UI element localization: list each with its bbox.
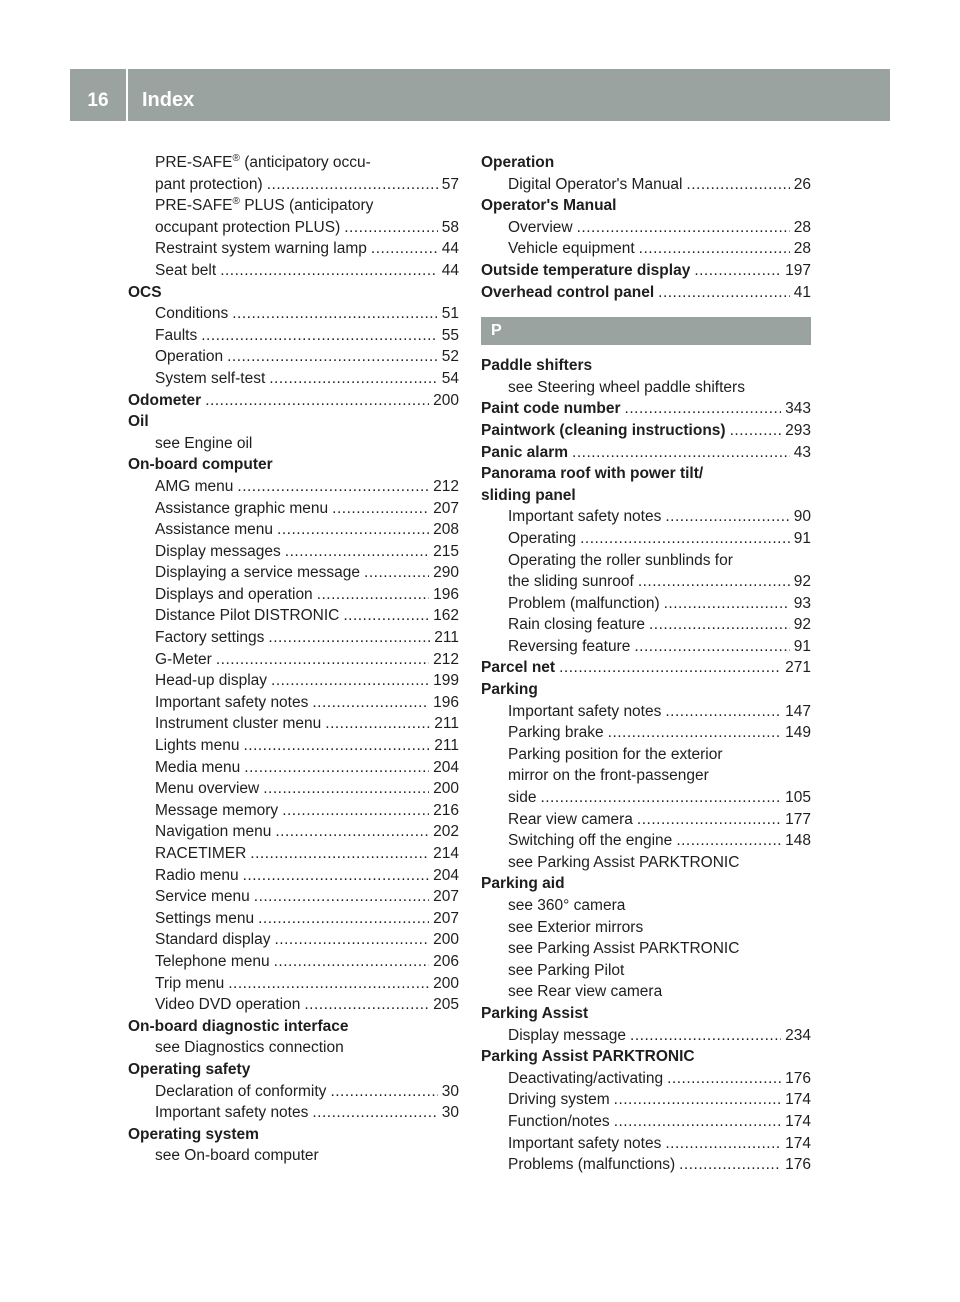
- index-subentry: PRE-SAFE® PLUS (anticipatory: [155, 196, 374, 215]
- page-ref: 211: [434, 715, 459, 733]
- index-subentry[interactable]: Standard display ..... 200: [128, 929, 459, 951]
- page-ref: 200: [433, 974, 459, 992]
- see-reference[interactable]: see Exterior mirrors: [508, 918, 644, 936]
- index-subentry[interactable]: Vehicle equipment ..... 28: [481, 238, 811, 260]
- page-ref: 204: [433, 758, 459, 776]
- index-subentry[interactable]: Declaration of conformity ..... 30: [128, 1081, 459, 1103]
- index-subentry[interactable]: Conditions ..... 51: [128, 303, 459, 325]
- index-subentry[interactable]: Restraint system warning lamp ..... 44: [128, 238, 459, 260]
- page-title: Index: [142, 89, 195, 111]
- see-reference[interactable]: see On-board computer: [155, 1147, 319, 1165]
- index-heading: sliding panel: [481, 486, 576, 504]
- index-subentry[interactable]: Display messages ..... 215: [128, 541, 459, 563]
- see-reference[interactable]: see Parking Pilot: [508, 961, 625, 979]
- index-subentry[interactable]: Parking brake ..... 149: [481, 722, 811, 744]
- index-subentry[interactable]: Lights menu ..... 211: [128, 735, 459, 757]
- page-ref: 196: [433, 585, 459, 603]
- page-ref: 200: [433, 931, 459, 949]
- index-subentry[interactable]: Video DVD operation ..... 205: [128, 994, 459, 1016]
- see-reference[interactable]: see Steering wheel paddle shifters: [508, 378, 745, 396]
- page-ref: 207: [433, 499, 459, 517]
- index-subentry: Operating the roller sunblinds for: [508, 551, 733, 569]
- index-heading: On-board computer: [128, 456, 273, 474]
- page-ref: 204: [433, 866, 459, 884]
- index-heading: Operation: [481, 154, 555, 171]
- see-reference[interactable]: see Rear view camera: [508, 983, 663, 1001]
- page-ref: 212: [433, 650, 459, 668]
- page-ref: 211: [434, 737, 459, 755]
- index-subentry[interactable]: Telephone menu ..... 206: [128, 951, 459, 973]
- index-entry[interactable]: Overhead control panel ..... 41: [481, 282, 811, 304]
- index-heading: Parking Assist PARKTRONIC: [481, 1048, 695, 1066]
- index-subentry: PRE-SAFE® (anticipatory occu-: [155, 152, 371, 171]
- page-number: 16: [87, 90, 109, 111]
- index-subentry[interactable]: Operation ..... 52: [128, 346, 459, 368]
- index-subentry[interactable]: Radio menu ..... 204: [128, 865, 459, 887]
- page-ref: 208: [433, 521, 459, 539]
- index-subentry[interactable]: Settings menu ..... 207: [128, 908, 459, 930]
- index-subentry[interactable]: pant protection) ..... 57: [128, 174, 459, 196]
- index-column-right: [481, 152, 811, 1176]
- index-column-left: [128, 152, 459, 1167]
- index-subentry[interactable]: Driving system ..... 174: [481, 1089, 811, 1111]
- index-subentry[interactable]: Switching off the engine ..... 148: [481, 830, 811, 852]
- index-subentry[interactable]: Navigation menu ..... 202: [128, 821, 459, 843]
- index-subentry[interactable]: System self-test ..... 54: [128, 368, 459, 390]
- see-reference[interactable]: see Parking Assist PARKTRONIC: [508, 853, 740, 871]
- index-subentry[interactable]: Deactivating/activating ..... 176: [481, 1068, 811, 1090]
- index-entry[interactable]: Paint code number ..... 343: [481, 398, 811, 420]
- index-heading: Operator's Manual: [481, 197, 617, 215]
- page-ref: 211: [434, 629, 459, 647]
- section-letter-p: P: [481, 317, 811, 345]
- index-heading: Oil: [128, 413, 149, 431]
- index-subentry[interactable]: Distance Pilot DISTRONIC ..... 162: [128, 605, 459, 627]
- index-subentry[interactable]: Faults ..... 55: [128, 325, 459, 347]
- see-reference[interactable]: see Parking Assist PARKTRONIC: [508, 940, 740, 958]
- index-subentry[interactable]: occupant protection PLUS) ..... 58: [128, 217, 459, 239]
- index-subentry[interactable]: Displays and operation ..... 196: [128, 584, 459, 606]
- index-subentry[interactable]: Service menu ..... 207: [128, 886, 459, 908]
- index-subentry[interactable]: Important safety notes ..... 196: [128, 692, 459, 714]
- index-subentry[interactable]: Important safety notes ..... 90: [481, 506, 811, 528]
- page-ref: 162: [433, 607, 459, 625]
- index-subentry[interactable]: Reversing feature ..... 91: [481, 636, 811, 658]
- index-subentry[interactable]: Overview ..... 28: [481, 217, 811, 239]
- index-subentry[interactable]: Assistance graphic menu ..... 207: [128, 498, 459, 520]
- index-entry[interactable]: Outside temperature display ..... 197: [481, 260, 811, 282]
- index-subentry[interactable]: side ..... 105: [481, 787, 811, 809]
- page-ref: 206: [433, 952, 459, 970]
- page-ref: 44: [441, 261, 459, 279]
- index-subentry[interactable]: Trip menu ..... 200: [128, 973, 459, 995]
- page-ref: 290: [433, 564, 459, 582]
- index-heading: OCS: [128, 283, 162, 301]
- index-heading: Paddle shifters: [481, 357, 593, 375]
- page-ref: 215: [433, 542, 459, 560]
- page-ref: 199: [433, 672, 459, 690]
- index-subentry: Parking position for the exterior: [508, 745, 723, 763]
- index-subentry[interactable]: G-Meter ..... 212: [128, 649, 459, 671]
- index-subentry[interactable]: Seat belt ..... 44: [128, 260, 459, 282]
- index-subentry[interactable]: Instrument cluster menu ..... 211: [128, 713, 459, 735]
- see-reference[interactable]: see 360° camera: [508, 897, 626, 914]
- index-subentry[interactable]: Problem (malfunction) ..... 93: [481, 593, 811, 615]
- index-subentry[interactable]: Function/notes ..... 174: [481, 1111, 811, 1133]
- page-ref: 44: [441, 240, 459, 258]
- index-subentry[interactable]: Head-up display ..... 199: [128, 670, 459, 692]
- index-heading: Operating system: [128, 1125, 259, 1143]
- page-ref: 202: [433, 823, 459, 841]
- index-subentry[interactable]: RACETIMER ..... 214: [128, 843, 459, 865]
- page-ref: 216: [433, 801, 459, 819]
- page-ref: 57: [441, 175, 459, 193]
- page-ref: 214: [433, 845, 459, 862]
- page-ref: 212: [433, 477, 459, 495]
- index-subentry[interactable]: Digital Operator's Manual ..... 26: [481, 174, 811, 196]
- index-subentry: mirror on the front-passenger: [508, 767, 709, 785]
- index-subentry[interactable]: Important safety notes ..... 174: [481, 1133, 811, 1155]
- see-reference[interactable]: see Diagnostics connection: [155, 1039, 344, 1057]
- index-heading: Operating safety: [128, 1060, 251, 1078]
- index-heading: Panorama roof with power tilt/: [481, 465, 704, 483]
- page-ref: 205: [433, 996, 459, 1014]
- index-subentry[interactable]: Menu overview ..... 200: [128, 778, 459, 800]
- index-subentry[interactable]: Important safety notes ..... 30: [128, 1102, 459, 1124]
- page-ref: 196: [433, 693, 459, 711]
- see-reference[interactable]: see Engine oil: [155, 434, 253, 452]
- page-ref: 58: [441, 218, 459, 236]
- index-subentry[interactable]: Rain closing feature ..... 92: [481, 614, 811, 636]
- index-subentry[interactable]: Media menu ..... 204: [128, 757, 459, 779]
- index-subentry[interactable]: Important safety notes ..... 147: [481, 701, 811, 723]
- index-entry[interactable]: Panic alarm ..... 43: [481, 442, 811, 464]
- index-entry[interactable]: Parcel net ..... 271: [481, 657, 811, 679]
- index-subentry[interactable]: Display message ..... 234: [481, 1025, 811, 1047]
- index-subentry[interactable]: AMG menu ..... 212: [128, 476, 459, 498]
- page-ref: 200: [433, 780, 459, 798]
- index-subentry[interactable]: Factory settings ..... 211: [128, 627, 459, 649]
- page-ref: 207: [433, 909, 459, 927]
- index-entry[interactable]: Paintwork (cleaning instructions) ..... 293: [481, 420, 811, 442]
- index-subentry[interactable]: Displaying a service message ..... 290: [128, 562, 459, 584]
- index-heading: Parking aid: [481, 875, 565, 893]
- index-subentry[interactable]: Operating ..... 91: [481, 528, 811, 550]
- index-subentry[interactable]: Rear view camera ..... 177: [481, 809, 811, 831]
- index-subentry[interactable]: Problems (malfunctions) ..... 176: [481, 1154, 811, 1176]
- page-ref: 207: [433, 888, 459, 906]
- index-subentry[interactable]: the sliding sunroof ..... 92: [481, 571, 811, 593]
- index-entry[interactable]: Odometer ..... 200: [128, 390, 459, 412]
- on-board-computer-list: [128, 476, 459, 1016]
- index-heading: On-board diagnostic interface: [128, 1017, 349, 1035]
- index-subentry[interactable]: Assistance menu ..... 208: [128, 519, 459, 541]
- index-subentry[interactable]: Message memory ..... 216: [128, 800, 459, 822]
- index-heading: Parking Assist: [481, 1004, 589, 1022]
- index-heading: Parking: [481, 681, 538, 699]
- header-divider: [126, 69, 128, 121]
